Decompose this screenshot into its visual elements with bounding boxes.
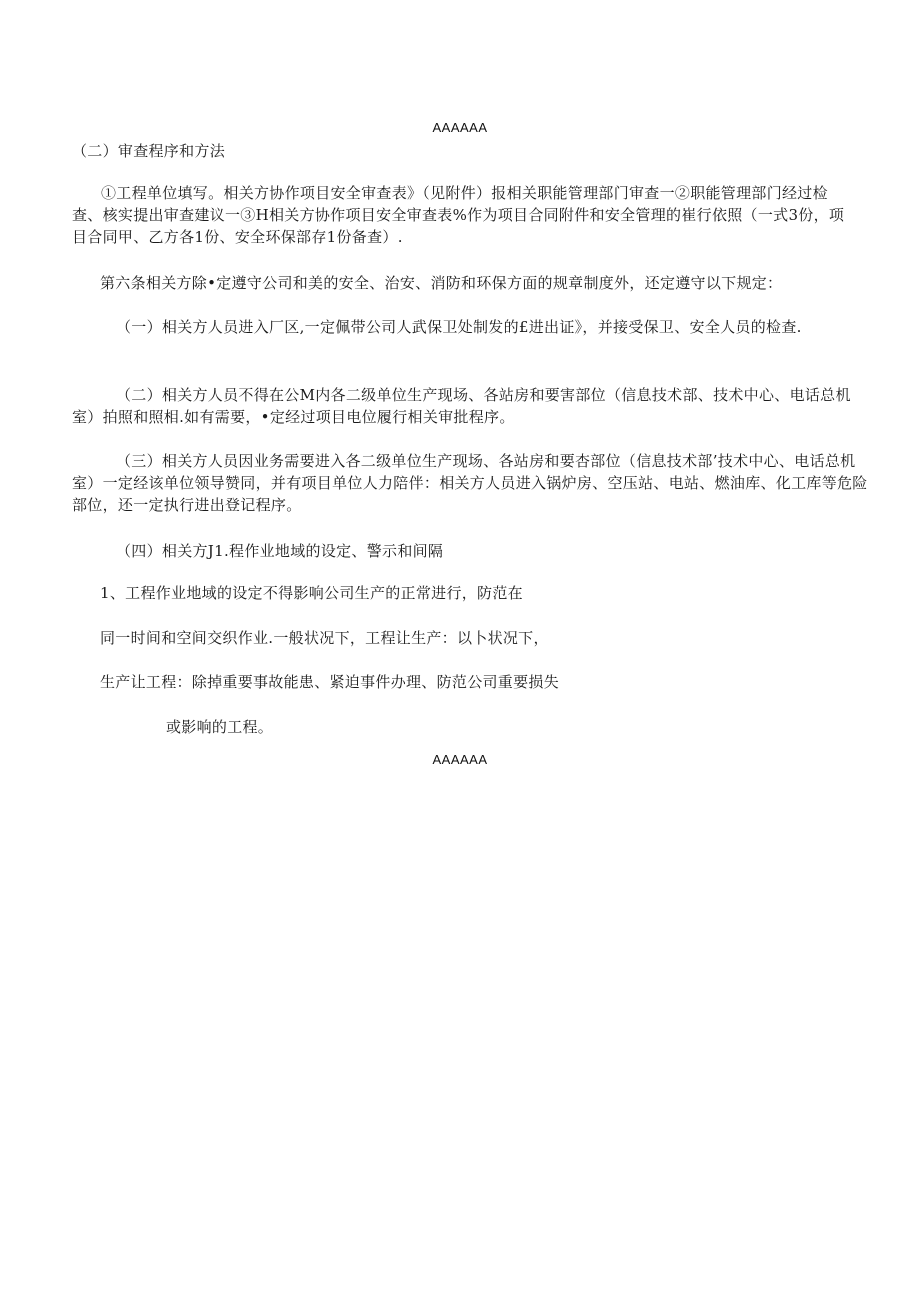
rule-item-2: （二）相关方人员不得在公M内各二级单位生产现场、各站房和要害部位（信息技术部、技术中心、电话总机室）拍照和照相.如有需要，•定经过项目电位履行相关审批程序。 bbox=[72, 386, 851, 426]
point-1-line-3: 生产让工程：除掉重要事故能患、紧迫事件办理、防范公司重要损失 bbox=[100, 673, 560, 691]
page-marker-bottom: AAAAAA bbox=[432, 752, 488, 767]
point-1-line-2: 同一时间和空间交织作业.一般状况下，工程让生产：以卜状况下， bbox=[100, 629, 549, 647]
rule-item-4: （四）相关方J1.程作业地域的设定、警示和间隔 bbox=[116, 542, 444, 560]
point-1-line-4: 或影响的工程。 bbox=[166, 718, 274, 736]
page-marker-top: AAAAAA bbox=[432, 120, 488, 135]
section-heading: （二）审查程序和方法 bbox=[72, 142, 226, 160]
rule-item-1: （一）相关方人员进入厂区,一定佩带公司人武保卫处制发的£进出证》，并接受保卫、安全人员的检查. bbox=[116, 318, 802, 336]
rule-item-3: （三）相关方人员因业务需要进入各二级单位生产现场、各站房和要杏部位（信息技术部’技术中心、电话总机室）一定经该单位领导赞同，并有项目单位人力陪伴：相关方人员进入锅炉房、空压站、电站、燃油库、化工库等危险部位，还一定执行进出登记程序。 bbox=[72, 452, 868, 514]
article-six: 第六条相关方除•定遵守公司和美的安全、治安、消防和环保方面的规章制度外，还定遵守以下规定： bbox=[100, 274, 783, 292]
paragraph-procedure: ①工程单位填写。相关方协作项目安全审查表》（见附件）报相关职能管理部门审查一②职能管理部门经过检查、核实提出审查建议一③H相关方协作项目安全审查表%作为项目合同附件和安全管理的崔行依照（一式3份，项目合同甲、乙方各1份、安全环保部存1份备查）. bbox=[72, 184, 845, 246]
point-1-line-1: 1、工程作业地域的设定不得影响公司生产的正常进行，防范在 bbox=[100, 584, 523, 602]
